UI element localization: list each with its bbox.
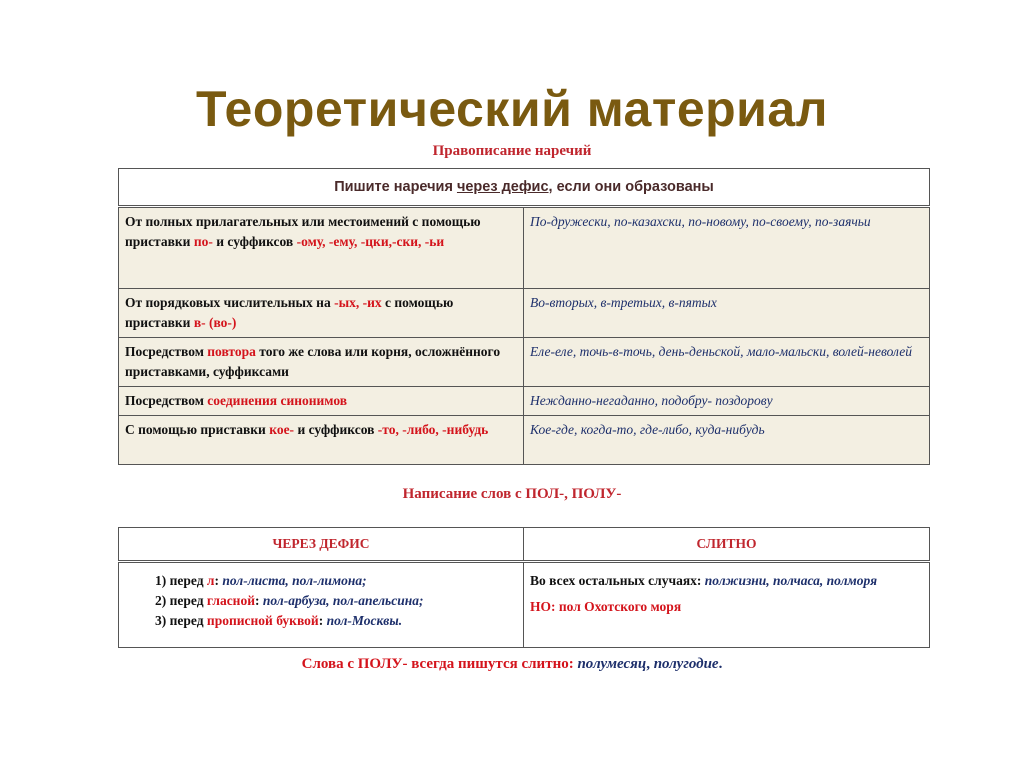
text-segment: полугодие [653,656,719,672]
rule-cell [119,207,524,289]
text-segment: Посредством [125,344,208,359]
text-segment: 1) перед [155,573,207,588]
table-row [119,562,930,648]
footer-note [0,656,1024,673]
table-row [119,289,930,338]
text-segment: Слова с ПОЛУ- всегда пишутся слитно: [301,656,578,672]
header-underlined: через дефис [456,179,549,195]
rule-cell [119,387,524,416]
text-segment: -ому, -ему, [296,234,358,249]
text-segment: -то, -либо, -нибудь [377,422,489,437]
exception-line: НО: пол Охотского моря [530,599,682,614]
pol-polu-table [118,527,930,648]
example-cell: Во-вторых, в-третьих, в-пятых [524,289,930,338]
example-cell: Нежданно-негаданно, подобру- поздорову [524,387,930,416]
text-segment: того же слова или корня, осложнённого приставками, суффиксами [125,344,501,379]
rule-line [155,571,517,591]
text-segment: пол-листа, пол-лимона; [222,573,367,588]
header-prefix: Пишите наречия [334,179,457,195]
text-segment: Во всех остальных случаях: [530,573,705,588]
text-segment: и суффиксов [212,234,297,249]
text-segment: по- [193,234,213,249]
text-segment: , [646,656,654,672]
joined-column-header: СЛИТНО [524,528,930,562]
text-segment: полумесяц [577,656,647,672]
text-segment: в- (во-) [193,315,237,330]
joined-rules-cell [524,562,930,648]
example-cell: Еле-еле, точь-в-точь, день-деньской, мало-мальски, волей-неволей [524,338,930,387]
table-header-row [119,528,930,562]
table-row [119,387,930,416]
rule-cell [119,338,524,387]
text-segment: кое- [269,422,295,437]
rule-cell [119,416,524,465]
text-segment: л [206,573,215,588]
text-segment: . [718,656,723,672]
table-row [119,207,930,289]
joined-rule-line [530,571,923,591]
table-row [119,338,930,387]
text-segment: гласной [206,593,255,608]
rule-cell [119,289,524,338]
header-suffix: , если они образованы [548,179,714,195]
text-segment: с помощью приставки [125,295,454,330]
text-segment: 2) перед [155,593,207,608]
text-segment: -цки,-ски, -ьи [360,234,445,249]
text-segment: соединения синонимов [207,393,348,408]
hyphen-rules-cell [119,562,524,648]
adverbs-hyphen-table [118,168,930,465]
table-row [119,416,930,465]
text-segment: : [318,613,327,628]
rule-line [155,611,517,631]
text-segment: -ых, -их [334,295,382,310]
text-segment: С помощью приставки [125,422,270,437]
example-cell: По-дружески, по-казахски, по-новому, по-своему, по-заячьи [524,207,930,289]
text-segment: Посредством [125,393,208,408]
text-segment: пол-арбуза, пол-апельсина; [262,593,424,608]
text-segment: и суффиксов [294,422,378,437]
table-header-row [119,169,930,207]
text-segment: : [214,573,223,588]
section-title-pol-polu: Написание слов с ПОЛ-, ПОЛУ- [402,486,622,502]
example-cell: Кое-где, когда-то, где-либо, куда-нибудь [524,416,930,465]
page-title: Теоретический материал [196,81,828,137]
text-segment: пол-Москвы. [326,613,403,628]
section-title-adverbs: Правописание наречий [432,143,592,159]
rule-line [155,591,517,611]
table-header-cell [119,169,930,207]
text-segment: прописной буквой [206,613,319,628]
text-segment: 3) перед [155,613,207,628]
text-segment: полжизни, полчаса, полморя [704,573,878,588]
text-segment: От полных прилагательных или местоимений с помощью приставки [125,214,481,249]
text-segment: : [255,593,263,608]
hyphen-column-header: ЧЕРЕЗ ДЕФИС [119,528,524,562]
text-segment: От порядковых числительных на [125,295,335,310]
text-segment: повтора [207,344,256,359]
